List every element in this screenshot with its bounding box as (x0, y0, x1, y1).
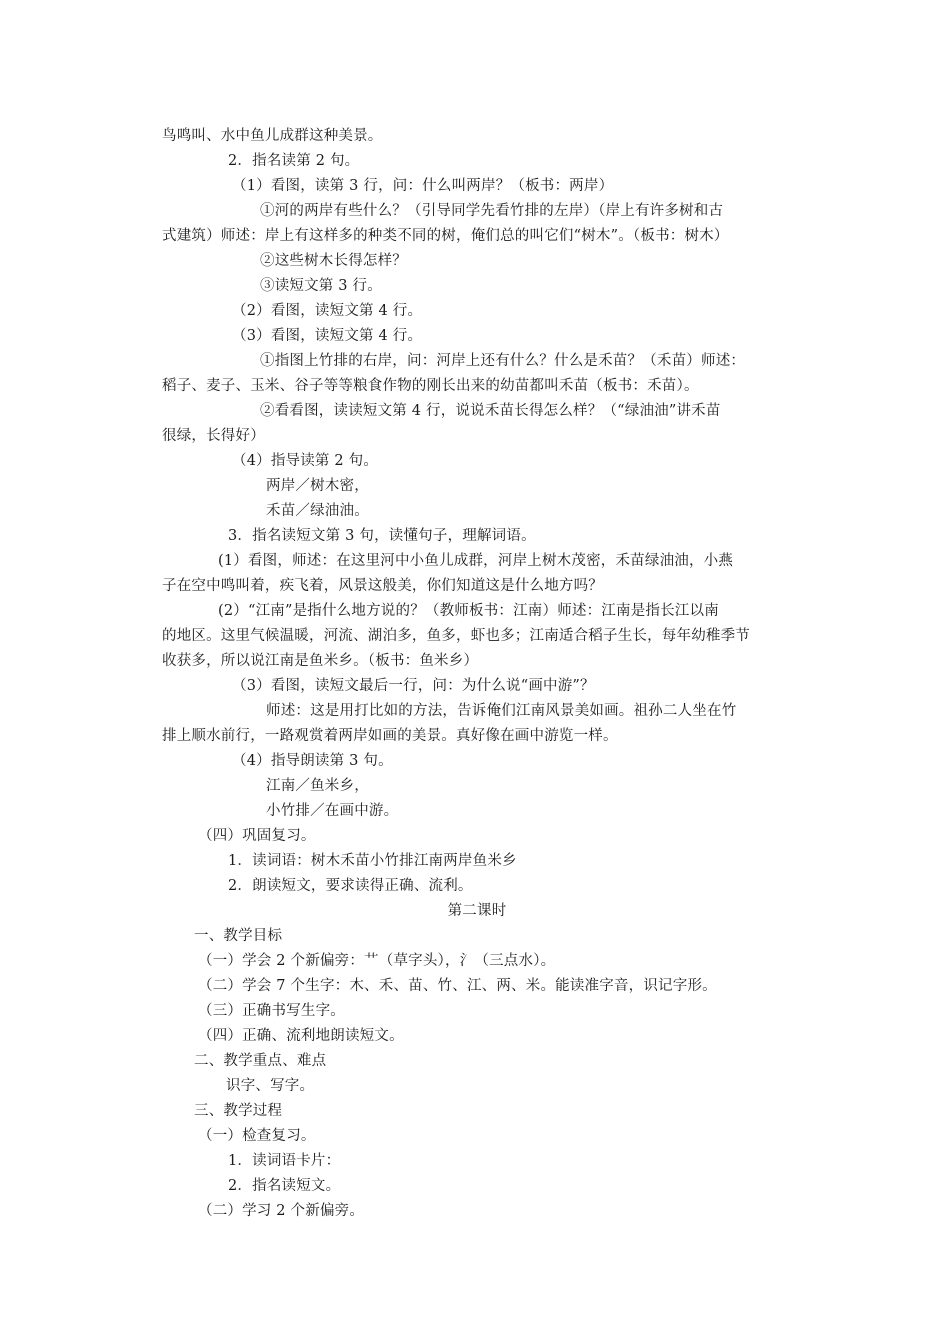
text-line: （一）检查复习。 (198, 1128, 316, 1144)
text-line: ②看看图，读读短文第 4 行，说说禾苗长得怎么样？（“绿油油”讲禾苗 (260, 403, 721, 419)
text-line: ①指图上竹排的右岸，问：河岸上还有什么？什么是禾苗？（禾苗）师述： (260, 353, 746, 369)
text-line: 2．指名读第 2 句。 (228, 153, 360, 169)
text-line: （四）正确、流利地朗读短文。 (198, 1028, 404, 1044)
text-line: （2）看图，读短文第 4 行。 (232, 303, 423, 319)
text-line: 识字、写字。 (226, 1078, 315, 1094)
text-line: (1）看图，师述：在这里河中小鱼儿成群，河岸上树木茂密，禾苗绿油油，小燕 (218, 553, 734, 569)
heading-line: 三、教学过程 (194, 1103, 283, 1119)
text-line: 排上顺水前行，一路观赏着两岸如画的美景。真好像在画中游览一样。 (162, 728, 618, 744)
text-line: ①河的两岸有些什么？（引导同学先看竹排的左岸）（岸上有许多树和古 (260, 203, 724, 219)
text-line: （1）看图，读第 3 行，问：什么叫两岸？（板书：两岸） (232, 178, 614, 194)
text-line: 很绿，长得好） (162, 428, 265, 444)
text-line: （二）学会 7 个生字：木、禾、苗、竹、江、两、米。能读准字音，识记字形。 (198, 978, 717, 994)
section-heading: 第二课时 (447, 903, 507, 919)
text-line: （4）指导朗读第 3 句。 (232, 753, 393, 769)
text-line: （3）看图，读短文第 4 行。 (232, 328, 423, 344)
text-line: （四）巩固复习。 (198, 828, 316, 844)
text-line: 2．指名读短文。 (228, 1178, 341, 1194)
heading-line: 二、教学重点、难点 (194, 1053, 327, 1069)
text-line: 式建筑）师述：岸上有这样多的种类不同的树，俺们总的叫它们“树木”。（板书：树木） (162, 228, 729, 244)
document-page (162, 124, 792, 1224)
text-line: 1．读词语卡片： (228, 1153, 341, 1169)
text-line: (2）“江南”是指什么地方说的？（教师板书：江南）师述：江南是指长江以南 (218, 603, 719, 619)
text-line: 两岸／树木密， (266, 478, 369, 494)
text-line: 子在空中鸣叫着，疾飞着，风景这般美，你们知道这是什么地方吗？ (162, 578, 603, 594)
text-line: 2．朗读短文，要求读得正确、流利。 (228, 878, 473, 894)
text-line: ③读短文第 3 行。 (260, 278, 382, 294)
text-line: （三）正确书写生字。 (198, 1003, 345, 1019)
text-line: 1．读词语：树木禾苗小竹排江南两岸鱼米乡 (228, 853, 517, 869)
text-line: （4）指导读第 2 句。 (232, 453, 379, 469)
text-line: 师述：这是用打比如的方法，告诉俺们江南风景美如画。祖孙二人坐在竹 (266, 703, 737, 719)
text-line: （3）看图，读短文最后一行，问：为什么说“画中游”？ (232, 678, 595, 694)
text-line: 江南／鱼米乡， (266, 778, 369, 794)
text-line: 禾苗／绿油油。 (266, 503, 369, 519)
text-line: 收获多，所以说江南是鱼米乡。（板书：鱼米乡） (162, 653, 479, 669)
text-line: （二）学习 2 个新偏旁。 (198, 1203, 365, 1219)
text-line: ②这些树木长得怎样？ (260, 253, 407, 269)
text-line: （一）学会 2 个新偏旁：艹（草字头），氵（三点水）。 (198, 953, 556, 969)
heading-line: 一、教学目标 (194, 928, 283, 944)
text-line: 3．指名读短文第 3 句，读懂句子，理解词语。 (228, 528, 536, 544)
text-line: 稻子、麦子、玉米、谷子等等粮食作物的刚长出来的幼苗都叫禾苗（板书：禾苗）。 (162, 378, 699, 394)
text-line: 鸟鸣叫、水中鱼儿成群这种美景。 (162, 128, 383, 144)
text-line: 小竹排／在画中游。 (266, 803, 399, 819)
text-line: 的地区。这里气候温暖，河流、湖泊多，鱼多，虾也多；江南适合稻子生长，每年幼稚季节 (162, 628, 750, 644)
